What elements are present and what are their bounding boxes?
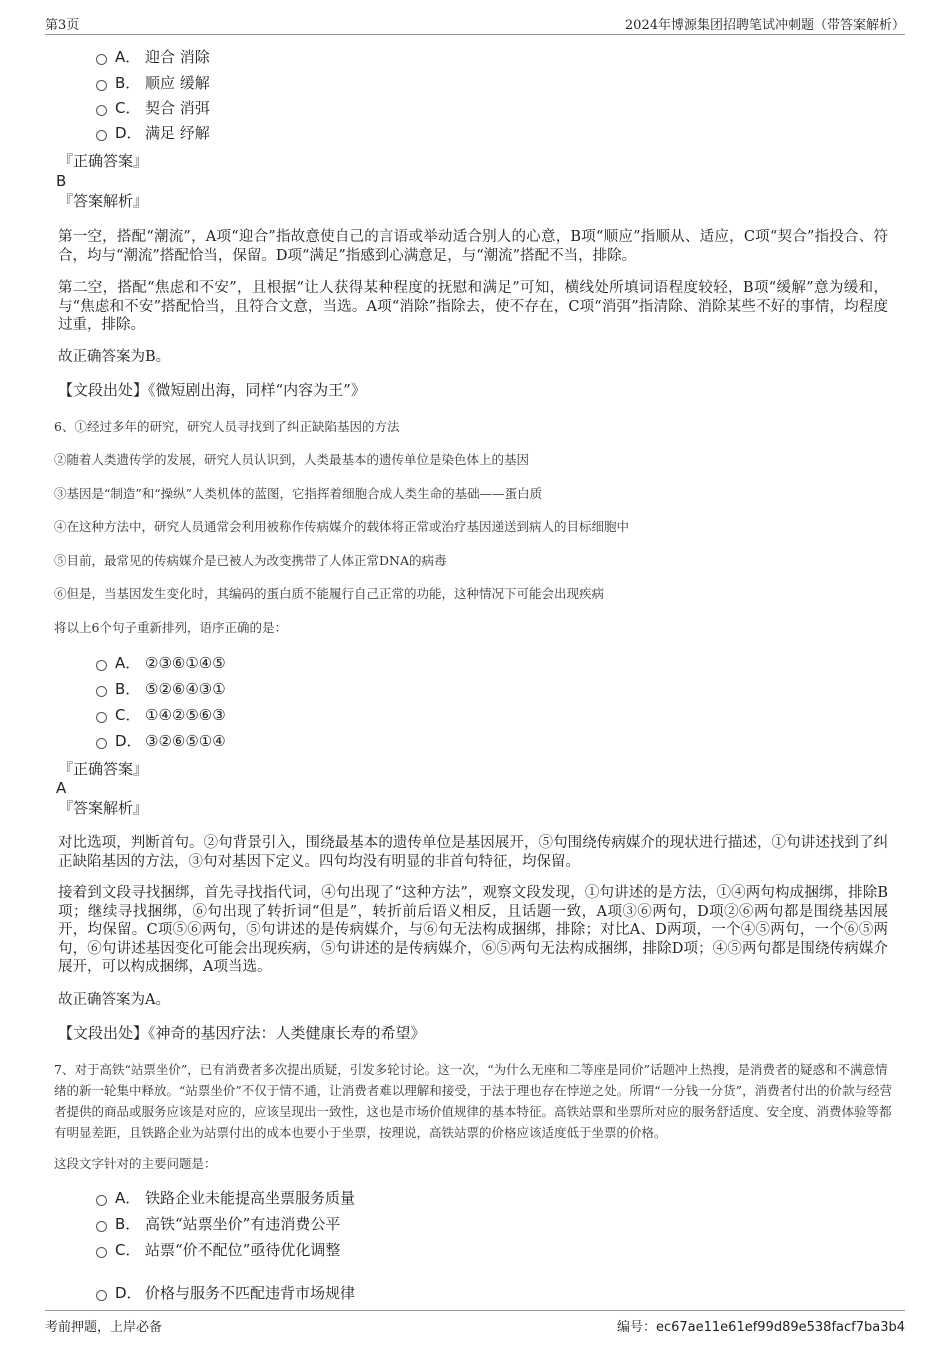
q6-sentence-2: ②随着人类遗传学的发展，研究人员认识到，人类最基本的遗传单位是染色体上的基因 xyxy=(54,452,530,467)
q6-sentence-3: ③基因是“制造”和“操纵”人类机体的蓝图，它指挥着细胞合成人类生命的基础——蛋白质 xyxy=(54,486,543,501)
q6-option-a[interactable]: A． ②③⑥①④⑤ xyxy=(96,652,226,674)
q5-answer-label: 『正确答案』 xyxy=(58,152,149,170)
q6-answer: A xyxy=(56,779,67,797)
page-footer xyxy=(45,1310,905,1335)
radio-icon[interactable] xyxy=(96,130,107,141)
q6-analysis-label: 『答案解析』 xyxy=(58,799,149,817)
q5-option-c[interactable]: C． 契合 消弭 xyxy=(96,97,210,119)
radio-icon[interactable] xyxy=(96,105,107,116)
q6-analysis-p1: 对比选项，判断首句。②句背景引入，围绕最基本的遗传单位是基因展开，⑤句围绕传病媒介的现状进行描述，①句讲述找到了纠正缺陷基因的方法，③句对基因下定义。四句均没有明显的非首句特征，均保留。 xyxy=(58,835,888,870)
q5-analysis-p1: 第一空，搭配“潮流”，A项“迎合”指故意使自己的言语或举动适合别人的心意，B项“顺应”指顺从、适应，C项“契合”指投合、符合，均与“潮流”搭配恰当，保留。D项“满足”指感到心满意足，与“潮流”搭配不当，排除。 xyxy=(58,229,888,264)
q5-option-b[interactable]: B． 顺应 缓解 xyxy=(96,72,210,94)
page-header xyxy=(45,12,905,35)
q7-option-b[interactable]: B． 高铁“站票坐价”有违消费公平 xyxy=(96,1213,340,1235)
radio-icon[interactable] xyxy=(96,1290,107,1301)
radio-icon[interactable] xyxy=(96,80,107,91)
radio-icon[interactable] xyxy=(96,54,107,65)
q5-answer: B xyxy=(56,172,67,190)
q6-option-c[interactable]: C． ①④②⑤⑥③ xyxy=(96,704,226,726)
radio-icon[interactable] xyxy=(96,1247,107,1258)
q7-option-c[interactable]: C． 站票“价不配位”亟待优化调整 xyxy=(96,1239,340,1261)
q7-stem: 7、对于高铁“站票坐价”，已有消费者多次提出质疑，引发多轮讨论。这一次，“为什么无座和二等座是同价”话题冲上热搜，是消费者的疑惑和不满意情绪的新一轮集中释放。“站票坐价”不仅于情不通，让消费者难以理解和接受，于法于理也存在悖逆之处。所谓“一分钱一分货”，消费者付出的价款与经营者提供的商品或服务应该是对应的，应该呈现出一致性，这也是市场价值规律的基本特征。高铁站票和坐票所对应的服务舒适度、安全度、消费体验等都有明显差距，且铁路企业为站票付出的成本也要小于坐票，按理说，高铁站票的价格应该适度低于坐票的价格。 xyxy=(54,1062,893,1140)
radio-icon[interactable] xyxy=(96,686,107,697)
page-number: 第3页 xyxy=(45,18,80,33)
q6-analysis-p2: 接着到文段寻找捆绑，首先寻找指代词，④句出现了“这种方法”，观察文段发现，①句讲述的是方法，①④两句构成捆绑，排除B项；继续寻找捆绑，⑥句出现了转折词“但是”，转折前后语义相反，且话题一致，A项③⑥两句，D项②⑥两句都是围绕基因展开，均保留。C项⑤⑥两句，⑤句讲述的是传病媒介，与⑥句无法构成捆绑，排除；对比A、D两项，一个④⑤两句，一个⑥⑤两句，⑥句讲述基因变化可能会出现疾病，⑤句讲述的是传病媒介，⑥⑤两句无法构成捆绑，排除D项；④⑤两句都是围绕传病媒介展开，可以构成捆绑，A项当选。 xyxy=(58,885,888,975)
q6-option-b[interactable]: B． ⑤②⑥④③① xyxy=(96,678,226,700)
q6-answer-label: 『正确答案』 xyxy=(58,760,149,778)
q5-analysis-p2: 第二空，搭配“焦虑和不安”，且根据“让人获得某种程度的抚慰和满足”可知，横线处所填词语程度较轻，B项“缓解”意为缓和，与“焦虑和不安”搭配恰当，且符合文意，当选。A项“消除”指除去，使不存在，C项“消弭”指清除、消除某些不好的事情，均程度过重，排除。 xyxy=(58,280,888,333)
radio-icon[interactable] xyxy=(96,712,107,723)
q6-sentence-6: ⑥但是，当基因发生变化时，其编码的蛋白质不能履行自己正常的功能，这种情况下可能会出现疾病 xyxy=(54,586,605,601)
q5-analysis-p3: 故正确答案为B。 xyxy=(58,349,171,365)
q6-sentence-5: ⑤目前，最常见的传病媒介是已被人为改变携带了人体正常DNA的病毒 xyxy=(54,553,447,568)
q6-question: 将以上6个句子重新排列，语序正确的是： xyxy=(54,620,287,635)
document-title: 2024年博源集团招聘笔试冲刺题（带答案解析） xyxy=(624,18,905,33)
q5-option-d[interactable]: D． 满足 纾解 xyxy=(96,122,210,144)
q6-sentence-4: ④在这种方法中，研究人员通常会利用被称作传病媒介的载体将正常或治疗基因递送到病人的目标细胞中 xyxy=(54,519,630,534)
radio-icon[interactable] xyxy=(96,738,107,749)
radio-icon[interactable] xyxy=(96,1221,107,1232)
footer-serial: 编号：ec67ae11e61ef99d89e538facf7ba3b4 xyxy=(616,1320,905,1335)
footer-slogan: 考前押题，上岸必备 xyxy=(45,1320,163,1335)
q6-sentence-1: 6、①经过多年的研究，研究人员寻找到了纠正缺陷基因的方法 xyxy=(54,419,400,434)
q6-option-d[interactable]: D． ③②⑥⑤①④ xyxy=(96,730,226,752)
q5-source: 【文段出处】《微短剧出海，同样“内容为王”》 xyxy=(58,381,366,399)
q6-source: 【文段出处】《神奇的基因疗法：人类健康长寿的希望》 xyxy=(58,1024,426,1042)
q7-option-a[interactable]: A． 铁路企业未能提高坐票服务质量 xyxy=(96,1187,355,1209)
q5-analysis-label: 『答案解析』 xyxy=(58,192,149,210)
q7-option-d[interactable]: D． 价格与服务不匹配违背市场规律 xyxy=(96,1282,355,1304)
q6-analysis-p3: 故正确答案为A。 xyxy=(58,992,170,1008)
radio-icon[interactable] xyxy=(96,660,107,671)
q5-option-a[interactable]: A． 迎合 消除 xyxy=(96,46,210,68)
q7-question: 这段文字针对的主要问题是： xyxy=(54,1156,217,1171)
radio-icon[interactable] xyxy=(96,1195,107,1206)
